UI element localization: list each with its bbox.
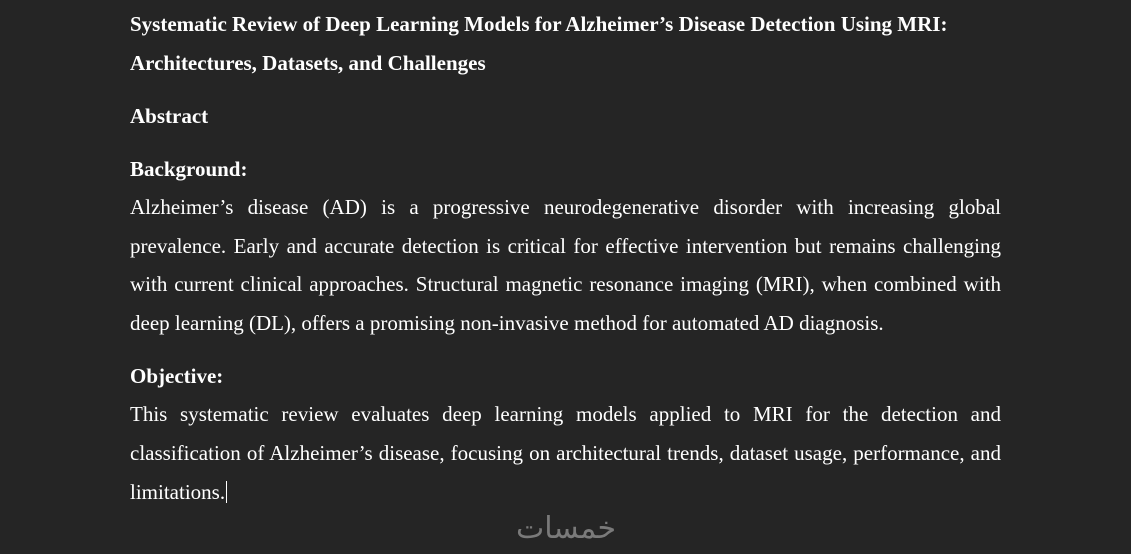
text-cursor bbox=[226, 481, 227, 503]
background-paragraph: Alzheimer’s disease (AD) is a progressive neurodegenerative disorder with increasing global prevalence. Early and accurate detection is critical for effective intervention but remains challenging with current clinical approaches. Structural magnetic resonance imaging (MRI), when combined with deep learning (DL), offers a promising non-invasive method for automated AD diagnosis. bbox=[130, 195, 1001, 335]
document-title: Systematic Review of Deep Learning Models for Alzheimer’s Disease Detection Using MRI: Architectures, Datasets, and Challenges bbox=[130, 12, 948, 75]
document-body[interactable] bbox=[130, 5, 1001, 511]
watermark-text: خمسات bbox=[515, 511, 617, 546]
background-heading: Background: bbox=[130, 157, 248, 181]
objective-text: This systematic review evaluates deep learning models applied to MRI for the detection and classification of Alzheimer’s disease, focusing on architectural trends, dataset usage, performance, and limitations. bbox=[130, 402, 1001, 504]
objective-heading: Objective: bbox=[130, 364, 224, 389]
objective-paragraph bbox=[130, 395, 1001, 511]
khamsat-watermark-logo bbox=[496, 508, 636, 548]
abstract-heading: Abstract bbox=[130, 104, 209, 128]
